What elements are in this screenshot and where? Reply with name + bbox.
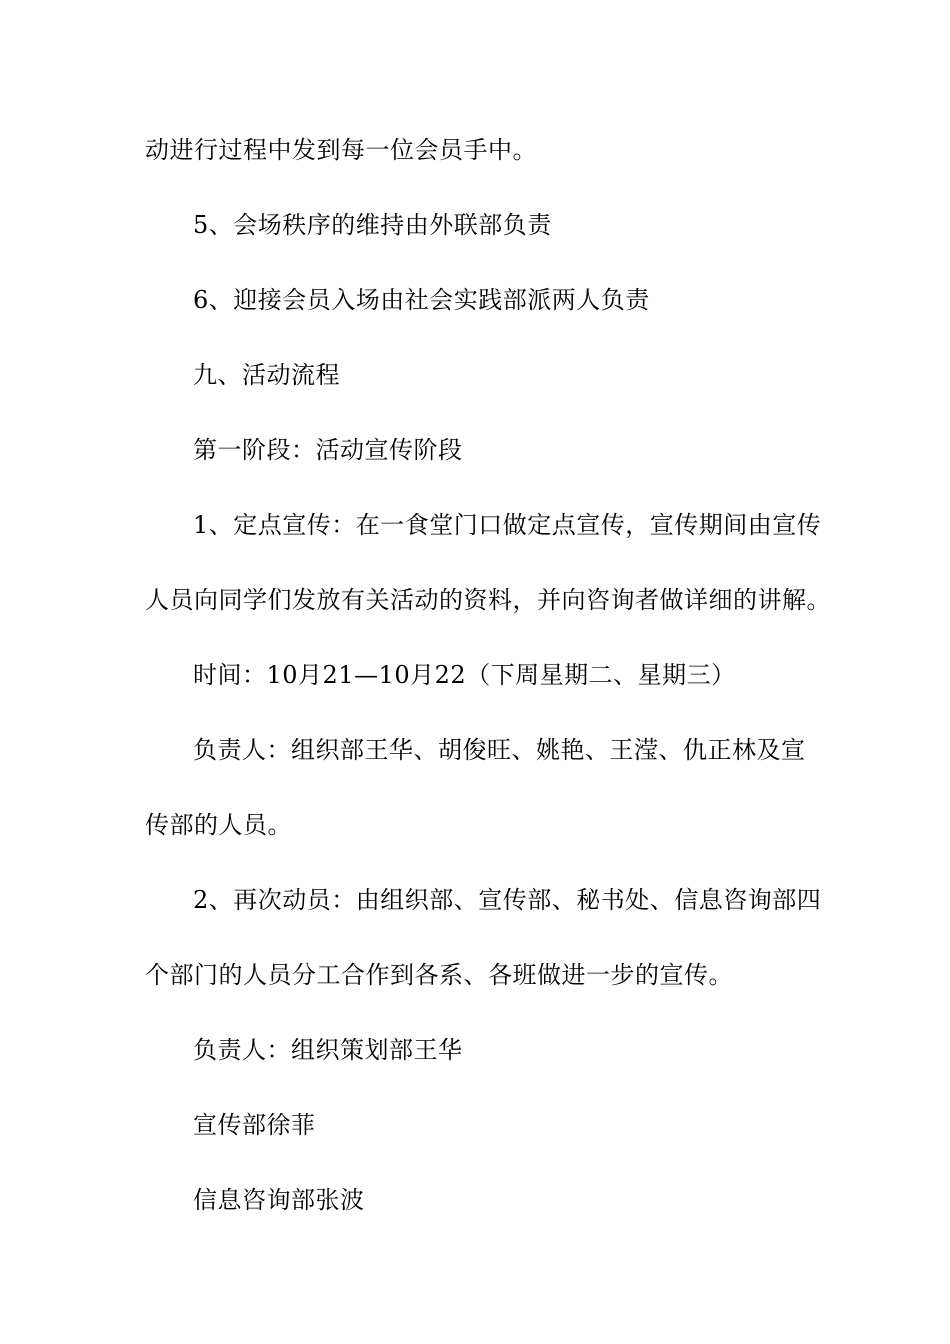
paragraph-line: 动进行过程中发到每一位会员手中。: [145, 136, 537, 164]
paragraph-line: 传部的人员。: [145, 811, 292, 839]
paragraph-line: 1、定点宣传：在一食堂门口做定点宣传，宣传期间由宣传: [193, 511, 822, 539]
paragraph-line: 2、再次动员：由组织部、宣传部、秘书处、信息咨询部四: [193, 886, 822, 914]
paragraph-line: 5、会场秩序的维持由外联部负责: [193, 211, 552, 239]
paragraph-line: 6、迎接会员入场由社会实践部派两人负责: [193, 286, 650, 314]
paragraph-line: 负责人：组织部王华、胡俊旺、姚艳、王滢、仇正林及宣: [193, 736, 806, 764]
paragraph-line: 宣传部徐菲: [193, 1111, 316, 1139]
section-heading: 九、活动流程: [193, 361, 340, 389]
phase-heading: 第一阶段：活动宣传阶段: [193, 436, 463, 464]
paragraph-line: 时间：10月21—10月22（下周星期二、星期三）: [193, 661, 736, 689]
paragraph-line: 负责人：组织策划部王华: [193, 1036, 463, 1064]
paragraph-line: 信息咨询部张波: [193, 1186, 365, 1214]
paragraph-line: 人员向同学们发放有关活动的资料，并向咨询者做详细的讲解。: [145, 586, 831, 614]
paragraph-line: 个部门的人员分工合作到各系、各班做进一步的宣传。: [145, 961, 733, 989]
